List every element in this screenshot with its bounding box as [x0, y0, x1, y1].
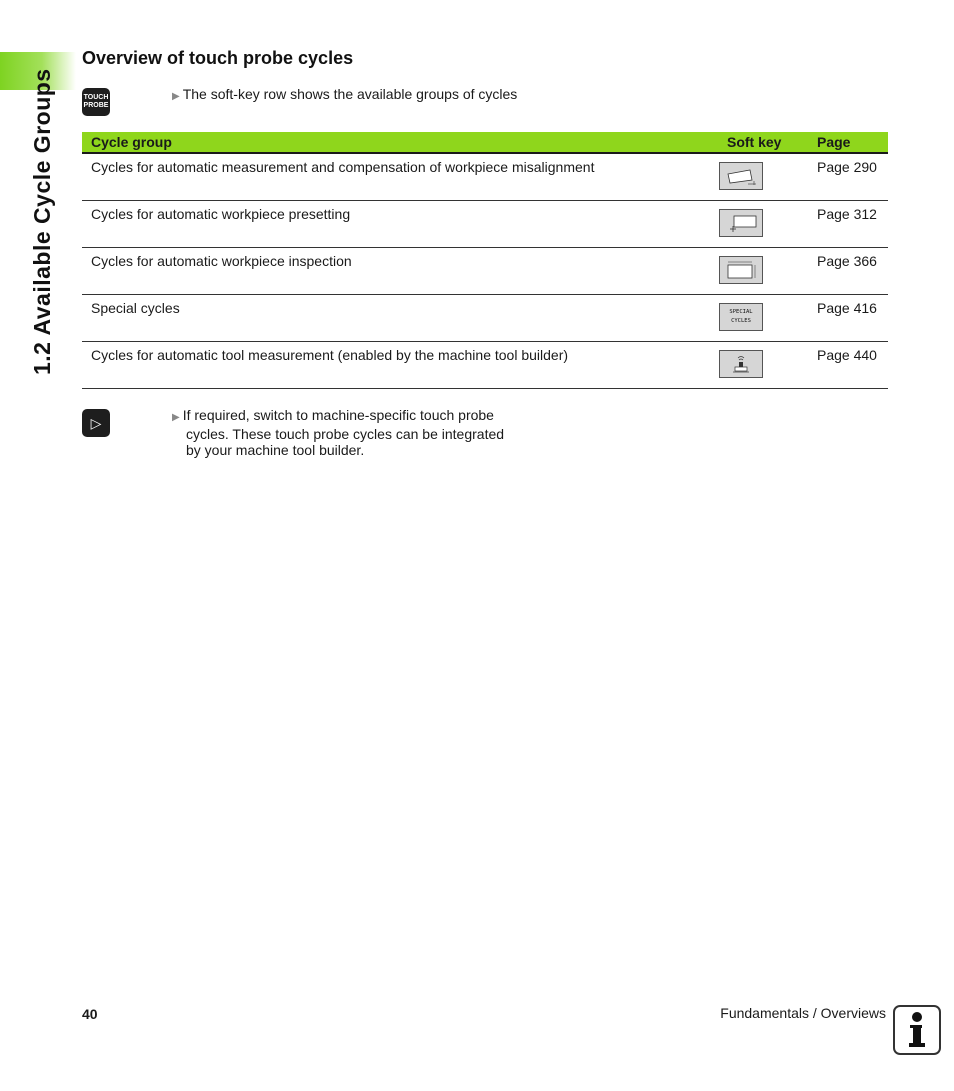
section-title: Overview of touch probe cycles	[82, 48, 354, 68]
table-row	[82, 153, 888, 200]
cycle-group-cell: Special cycles	[82, 294, 718, 341]
next-key-glyph: ▷	[90, 414, 102, 431]
touch-probe-key-icon	[82, 88, 110, 116]
table-row	[82, 247, 888, 294]
instruction-machine-specific-line1: If required, switch to machine-specific touch probe	[182, 407, 494, 423]
table-row	[82, 341, 888, 388]
next-triangle-icon	[82, 409, 110, 437]
table-header-row	[82, 132, 888, 153]
page-ref: Page 312	[808, 200, 888, 247]
misalignment-softkey-icon	[719, 162, 763, 190]
instruction-machine-specific	[172, 407, 532, 458]
special-cycles-softkey-line2: CYCLES	[731, 317, 751, 324]
page-number: 40	[82, 1006, 98, 1022]
header-cycle-group: Cycle group	[82, 132, 718, 153]
cycle-group-cell: Cycles for automatic workpiece presetting	[82, 200, 718, 247]
table-row	[82, 200, 888, 247]
page-ref: Page 290	[808, 153, 888, 200]
page-ref: Page 416	[808, 294, 888, 341]
page-ref: Page 440	[808, 341, 888, 388]
page-ref: Page 366	[808, 247, 888, 294]
bullet-triangle-icon: ▶	[172, 91, 180, 102]
info-icon	[893, 1005, 941, 1055]
softkey-cell	[718, 153, 808, 200]
softkey-cell	[718, 294, 808, 341]
cycle-group-cell: Cycles for automatic measurement and compensation of workpiece misalignment	[82, 153, 718, 200]
header-soft-key: Soft key	[718, 132, 808, 153]
cycle-group-cell: Cycles for automatic tool measurement (enabled by the machine tool builder)	[82, 341, 718, 388]
footer-chapter: Fundamentals / Overviews	[720, 1005, 886, 1021]
instruction-machine-specific-line2: cycles. These touch probe cycles can be integrated	[186, 426, 505, 442]
bullet-triangle-icon: ▶	[172, 412, 180, 423]
cycle-group-cell: Cycles for automatic workpiece inspection	[82, 247, 718, 294]
header-page: Page	[808, 132, 888, 153]
special-cycles-softkey-icon	[719, 303, 763, 331]
cycle-group-table	[82, 132, 888, 389]
presetting-softkey-icon	[719, 209, 763, 237]
touch-probe-key-line1: TOUCH	[83, 94, 109, 101]
softkey-cell	[718, 341, 808, 388]
instruction-softkey-row-text: The soft-key row shows the available groups of cycles	[182, 86, 518, 102]
touch-probe-key-line2: PROBE	[83, 102, 109, 109]
chapter-title: 1.2 Available Cycle Groups	[29, 68, 55, 375]
instruction-machine-specific-line3: by your machine tool builder.	[186, 442, 365, 458]
table-row	[82, 294, 888, 341]
inspection-softkey-icon	[719, 256, 763, 284]
tool-measurement-softkey-icon	[719, 350, 763, 378]
special-cycles-softkey-line1: SPECIAL	[729, 308, 753, 315]
softkey-cell	[718, 200, 808, 247]
instruction-softkey-row	[172, 86, 517, 105]
softkey-cell	[718, 247, 808, 294]
